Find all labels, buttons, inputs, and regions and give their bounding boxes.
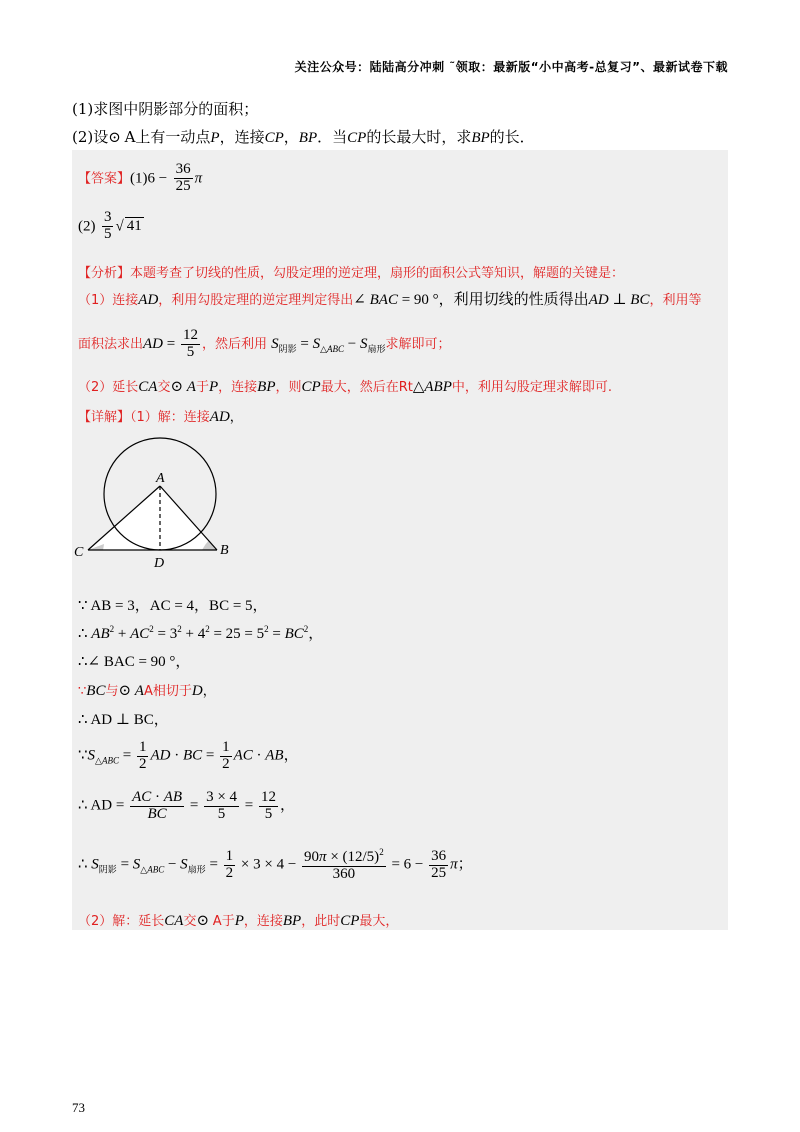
detail-step-8: ∴ $S_{阴影} = S_{\triangle ABC} - S_{扇形}$ = $\frac{1}{2}$ × 3 × 4 − $\frac{90\pi \times (12/5)^2}{360}$ = 6 − $\frac{36}{25}$ π； xyxy=(78,847,473,882)
detail-step-6: $\because S_{\triangle ABC}$ = $\frac{1}{2}$ AD · BC = $\frac{1}{2}$ AC · AB， xyxy=(78,739,299,772)
detail-step-4: ∵BC与⊙ AA相切于D， xyxy=(78,683,216,699)
detail-step-3: ∴∠ BAC = 90 °， xyxy=(78,654,191,670)
analysis-line-1: （1）连接AD，利用勾股定理的逆定理判定得出∠ BAC = 90 °，利用切线的性质得出AD ⊥ BC，利用等 xyxy=(78,292,702,308)
detail-line-1: 【详解】（1）解：连接AD， xyxy=(78,409,243,425)
geometry-figure xyxy=(74,432,234,572)
analysis-line-3: （2）延长CA交⊙ A于P，连接BP，则CP最大，然后在Rt△ABP中，利用勾股定理求解即可. xyxy=(78,379,613,395)
label-a: A xyxy=(156,471,165,486)
page-header: 关注公众号：陆陆高分冲刺 ˜领取：最新版“小中高考-总复习”、最新试卷下载 xyxy=(294,60,728,74)
label-c: C xyxy=(74,545,84,560)
analysis-line-2: 面积法求出AD = $\frac{12}{5}$ ，然后利用 $S_{阴影} = S_{\triangle ABC} - S_{扇形}$求解即可； xyxy=(78,327,451,360)
page-number: 73 xyxy=(72,1100,85,1115)
label-d: D xyxy=(154,556,165,571)
detail-last-line: （2）解：延长CA交⊙ A于P，连接BP，此时CP最大， xyxy=(78,913,399,929)
answer-1: 【答案】(1)6 − $\frac{36}{25}$ π xyxy=(78,161,203,194)
question-2: (2)设⊙ A上有一动点P，连接CP，BP．当CP的长最大时，求BP的长． xyxy=(72,128,535,146)
label-b: B xyxy=(220,543,229,558)
detail-step-2: ∴ $AB^2 + AC^2 = 3^2 + 4^2 = 25 = 5^2 = BC^2$， xyxy=(78,624,324,642)
detail-step-5: ∴ AD ⊥ BC， xyxy=(78,712,169,728)
question-1: (1)求图中阴影部分的面积； xyxy=(72,100,259,118)
detail-step-1: ∵ AB = 3，AC = 4，BC = 5， xyxy=(78,598,268,614)
answer-2: (2) $\frac{3}{5}$ √ 41 xyxy=(78,209,142,242)
detail-step-7: ∴ AD = $\frac{AC \cdot AB}{BC}$ = $\frac{3 \times 4}{5}$ = $\frac{12}{5}$ ， xyxy=(78,789,296,822)
analysis-intro: 【分析】本题考查了切线的性质，勾股定理的逆定理，扇形的面积公式等知识，解题的关键是： xyxy=(78,266,625,281)
